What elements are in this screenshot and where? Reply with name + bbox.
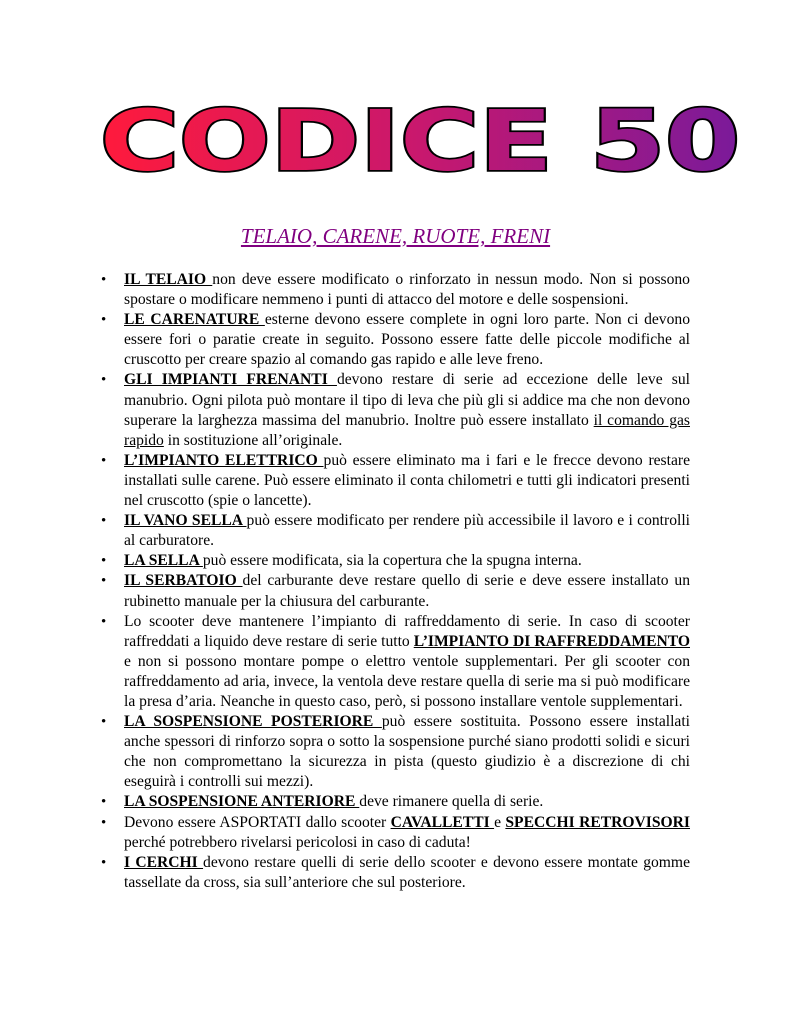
rule-sella (101, 551, 690, 571)
bullet-icon: • (101, 372, 107, 389)
rule-text: esterne devono essere complete in ogni loro parte. Non ci devono essere fori o paratie create in seguito. Possono essere fatte delle piccole modifiche al cruscotto per creare spazio al comando gas rapido e alle leve freno. (124, 311, 690, 369)
bullet-icon: • (101, 312, 107, 329)
bullet-icon: • (101, 854, 107, 871)
bullet-icon: • (101, 794, 107, 811)
rule-serbatoio (101, 571, 690, 611)
rule-asportati (101, 813, 690, 853)
rule-keyword: LE CARENATURE (124, 311, 265, 329)
rule-cerchi (101, 853, 690, 893)
rule-sospensione-posteriore (101, 712, 690, 792)
rule-text: e non si possono montare pompe o elettro ventole supplementari. Per gli scooter con raffreddamento ad aria, invece, la ventola deve restare quella di serie ma si può modificare la presa d’aria. Neanche in questo caso, però, si possono installare ventole supplementari. (124, 652, 690, 710)
rule-text-lead: Lo scooter deve mantenere l’impianto di raffreddamento di serie. In caso di scooter raffreddati a liquido deve restare di serie tutto (124, 612, 690, 650)
rule-keyword: IL SERBATOIO (124, 572, 243, 590)
rule-text-continued: in sostituzione all’originale. (163, 431, 343, 449)
rule-raffreddamento (101, 612, 690, 712)
rule-keyword: GLI IMPIANTI FRENANTI (124, 371, 337, 389)
bullet-icon: • (101, 613, 107, 630)
rule-keyword: LA SOSPENSIONE POSTERIORE (124, 713, 382, 731)
rule-text: può essere sostituita. Possono essere installati anche spessori di rinforzo sopra o sotto la sospensione purché siano prodotti solidi e sicuri che non compromettano la sicurezza in pista (questo giudizio è a discrezione di chi eseguirà i controlli sui mezzi). (124, 713, 690, 791)
rule-text: può essere modificata, sia la copertura che la spugna interna. (202, 552, 582, 570)
rule-text: può essere modificato per rendere più accessibile il lavoro e i controlli al carburatore. (124, 512, 690, 550)
rule-vano-sella (101, 511, 690, 551)
rule-text: non deve essere modificato o rinforzato in nessun modo. Non si possono spostare o modificare nemmeno i punti di attacco del motore e delle sospensioni. (124, 271, 690, 309)
bullet-icon: • (101, 553, 107, 570)
logo-graphic (96, 92, 746, 190)
bullet-icon: • (101, 573, 107, 590)
rule-keyword: L’IMPIANTO DI RAFFREDDAMENTO (413, 632, 690, 650)
rule-keyword: LA SOSPENSIONE ANTERIORE (124, 793, 360, 811)
rule-text-mid: e (494, 813, 506, 831)
rule-text: perché potrebbero rivelarsi pericolosi in caso di caduta! (124, 833, 471, 851)
rule-keyword: IL VANO SELLA (124, 512, 247, 530)
logo-text: CODICE 50 (100, 92, 740, 190)
rule-text: devono restare quelli di serie dello scooter e devono essere montate gomme tassellate da cross, sia sull’anteriore che sul posteriore. (124, 853, 690, 891)
rule-sospensione-anteriore (101, 792, 690, 812)
rules-list (101, 270, 690, 893)
bullet-icon: • (101, 452, 107, 469)
bullet-icon: • (101, 714, 107, 731)
rule-keyword: IL TELAIO (124, 271, 213, 288)
rule-keyword: CAVALLETTI (390, 813, 495, 831)
rule-impianti-frenanti (101, 370, 690, 450)
bullet-icon: • (101, 272, 107, 288)
codice-50-logo (96, 92, 746, 190)
bullet-icon: • (101, 513, 107, 530)
rule-text: deve rimanere quella di serie. (359, 793, 544, 811)
rule-telaio (101, 270, 690, 310)
section-title: TELAIO, CARENE, RUOTE, FRENI (240, 224, 551, 248)
rule-keyword: LA SELLA (124, 552, 203, 570)
rule-carenature (101, 310, 690, 370)
bullet-icon: • (101, 814, 107, 831)
rule-text: può essere eliminato ma i fari e le frecce devono restare installati sulle carene. Può essere eliminato il conta chilometri e tutti gli indicatori presenti nel cruscotto (spie o lancette). (124, 451, 690, 510)
rule-keyword: I CERCHI (124, 853, 204, 871)
rule-keyword: L’IMPIANTO ELETTRICO (124, 451, 324, 469)
rule-keyword-2: SPECCHI RETROVISORI (505, 813, 690, 831)
rule-impianto-elettrico (101, 451, 690, 511)
rule-text: devono restare di serie ad eccezione delle leve sul manubrio. Ogni pilota può montare il tipo di leva che più gli si addice ma che non devono superare la larghezza massima del manubrio. Inoltre può essere installato (124, 371, 690, 429)
rule-text-lead: Devono essere ASPORTATI dallo scooter (124, 813, 391, 831)
rule-text: del carburante deve restare quello di serie e deve essere installato un rubinetto manuale per la chiusura del carburante. (124, 572, 690, 610)
rule-underlined-text: il comando gas rapido (124, 411, 690, 449)
